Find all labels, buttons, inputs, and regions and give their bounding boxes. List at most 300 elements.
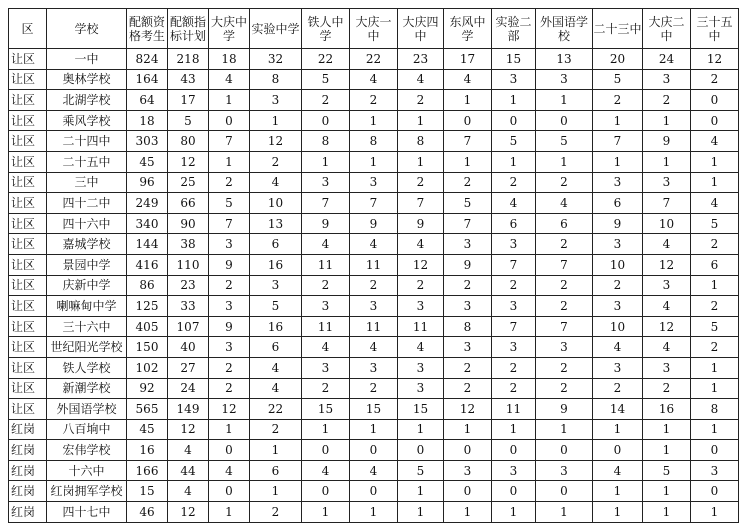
cell-value: 0 xyxy=(536,481,593,502)
cell-value: 16 xyxy=(250,316,302,337)
cell-value: 3 xyxy=(444,296,492,317)
cell-district: 让区 xyxy=(9,254,47,275)
cell-value: 3 xyxy=(302,357,350,378)
cell-school: 嘉城学校 xyxy=(47,234,127,255)
cell-value: 1 xyxy=(593,151,643,172)
cell-value: 7 xyxy=(444,213,492,234)
cell-value: 1 xyxy=(250,440,302,461)
cell-value: 2 xyxy=(398,275,444,296)
table-row xyxy=(9,49,739,70)
cell-value: 1 xyxy=(209,151,250,172)
cell-value: 1 xyxy=(444,419,492,440)
table-row xyxy=(9,357,739,378)
cell-district: 让区 xyxy=(9,316,47,337)
cell-value: 0 xyxy=(350,440,398,461)
cell-value: 3 xyxy=(209,337,250,358)
cell-value: 2 xyxy=(536,234,593,255)
cell-value: 6 xyxy=(536,213,593,234)
cell-value: 2 xyxy=(643,378,691,399)
cell-value: 4 xyxy=(398,234,444,255)
cell-value: 1 xyxy=(492,419,536,440)
table-row xyxy=(9,502,739,523)
cell-district: 让区 xyxy=(9,172,47,193)
cell-value: 1 xyxy=(643,151,691,172)
cell-value: 4 xyxy=(302,460,350,481)
cell-value: 11 xyxy=(302,316,350,337)
cell-value: 4 xyxy=(350,234,398,255)
cell-value: 1 xyxy=(536,90,593,111)
cell-quota: 218 xyxy=(168,49,209,70)
cell-school: 三十六中 xyxy=(47,316,127,337)
cell-value: 16 xyxy=(643,399,691,420)
cell-value: 4 xyxy=(350,69,398,90)
cell-value: 20 xyxy=(593,49,643,70)
cell-value: 0 xyxy=(593,440,643,461)
cell-value: 10 xyxy=(593,254,643,275)
cell-district: 让区 xyxy=(9,296,47,317)
cell-value: 14 xyxy=(593,399,643,420)
cell-value: 9 xyxy=(350,213,398,234)
cell-qualified: 46 xyxy=(127,502,168,523)
table-row xyxy=(9,213,739,234)
cell-value: 2 xyxy=(250,419,302,440)
cell-qualified: 45 xyxy=(127,419,168,440)
cell-school: 喇嘛甸中学 xyxy=(47,296,127,317)
cell-value: 9 xyxy=(209,316,250,337)
cell-quota: 12 xyxy=(168,502,209,523)
cell-qualified: 144 xyxy=(127,234,168,255)
header-daqing-no1: 大庆一中 xyxy=(350,9,398,49)
cell-school: 一中 xyxy=(47,49,127,70)
cell-value: 0 xyxy=(444,110,492,131)
header-no35-middle: 三十五中 xyxy=(691,9,739,49)
cell-value: 2 xyxy=(492,357,536,378)
header-row xyxy=(9,9,739,49)
cell-value: 1 xyxy=(643,440,691,461)
cell-value: 6 xyxy=(250,460,302,481)
cell-quota: 17 xyxy=(168,90,209,111)
cell-value: 1 xyxy=(691,172,739,193)
cell-value: 3 xyxy=(302,172,350,193)
cell-district: 红岗 xyxy=(9,460,47,481)
cell-value: 2 xyxy=(444,357,492,378)
cell-value: 3 xyxy=(643,357,691,378)
cell-value: 3 xyxy=(691,460,739,481)
cell-school: 庆新中学 xyxy=(47,275,127,296)
cell-value: 0 xyxy=(444,481,492,502)
cell-value: 12 xyxy=(209,399,250,420)
cell-qualified: 340 xyxy=(127,213,168,234)
cell-value: 2 xyxy=(492,275,536,296)
cell-value: 2 xyxy=(444,275,492,296)
cell-value: 1 xyxy=(691,357,739,378)
cell-value: 6 xyxy=(691,254,739,275)
header-tieren-middle: 铁人中学 xyxy=(302,9,350,49)
cell-value: 3 xyxy=(593,172,643,193)
cell-value: 1 xyxy=(350,151,398,172)
header-school: 学校 xyxy=(47,9,127,49)
cell-value: 17 xyxy=(444,49,492,70)
cell-value: 11 xyxy=(350,254,398,275)
cell-value: 3 xyxy=(350,296,398,317)
table-row xyxy=(9,296,739,317)
cell-value: 0 xyxy=(691,440,739,461)
cell-value: 1 xyxy=(593,110,643,131)
cell-value: 4 xyxy=(350,460,398,481)
cell-qualified: 86 xyxy=(127,275,168,296)
cell-value: 11 xyxy=(302,254,350,275)
table-row xyxy=(9,460,739,481)
cell-value: 8 xyxy=(398,131,444,152)
cell-quota: 90 xyxy=(168,213,209,234)
cell-qualified: 416 xyxy=(127,254,168,275)
cell-district: 让区 xyxy=(9,69,47,90)
cell-school: 北湖学校 xyxy=(47,90,127,111)
cell-value: 0 xyxy=(492,110,536,131)
cell-value: 5 xyxy=(302,69,350,90)
cell-value: 12 xyxy=(643,316,691,337)
table-row xyxy=(9,110,739,131)
cell-school: 三中 xyxy=(47,172,127,193)
cell-value: 9 xyxy=(209,254,250,275)
cell-school: 外国语学校 xyxy=(47,399,127,420)
cell-value: 4 xyxy=(691,193,739,214)
cell-value: 2 xyxy=(350,275,398,296)
header-daqing-no4: 大庆四中 xyxy=(398,9,444,49)
cell-quota: 149 xyxy=(168,399,209,420)
table-row xyxy=(9,275,739,296)
cell-value: 1 xyxy=(593,419,643,440)
cell-value: 4 xyxy=(250,357,302,378)
cell-value: 13 xyxy=(536,49,593,70)
cell-school: 十六中 xyxy=(47,460,127,481)
cell-value: 1 xyxy=(350,419,398,440)
cell-value: 5 xyxy=(250,296,302,317)
cell-qualified: 92 xyxy=(127,378,168,399)
cell-value: 10 xyxy=(250,193,302,214)
header-daqing-middle: 大庆中学 xyxy=(209,9,250,49)
cell-value: 1 xyxy=(444,502,492,523)
cell-value: 0 xyxy=(444,440,492,461)
cell-value: 7 xyxy=(492,254,536,275)
cell-value: 1 xyxy=(398,419,444,440)
quota-table-container xyxy=(8,8,739,523)
cell-school: 乘风学校 xyxy=(47,110,127,131)
cell-qualified: 164 xyxy=(127,69,168,90)
cell-quota: 44 xyxy=(168,460,209,481)
cell-value: 11 xyxy=(350,316,398,337)
cell-value: 3 xyxy=(593,234,643,255)
cell-quota: 12 xyxy=(168,419,209,440)
cell-value: 2 xyxy=(398,172,444,193)
cell-value: 2 xyxy=(250,502,302,523)
cell-quota: 43 xyxy=(168,69,209,90)
cell-value: 4 xyxy=(250,172,302,193)
cell-value: 1 xyxy=(536,502,593,523)
cell-value: 0 xyxy=(536,110,593,131)
cell-value: 3 xyxy=(250,90,302,111)
cell-value: 0 xyxy=(209,440,250,461)
cell-district: 让区 xyxy=(9,399,47,420)
cell-value: 1 xyxy=(302,502,350,523)
cell-value: 3 xyxy=(536,337,593,358)
cell-value: 2 xyxy=(302,275,350,296)
cell-value: 2 xyxy=(444,172,492,193)
cell-value: 32 xyxy=(250,49,302,70)
cell-value: 5 xyxy=(643,460,691,481)
cell-value: 7 xyxy=(593,131,643,152)
table-row xyxy=(9,131,739,152)
cell-value: 23 xyxy=(398,49,444,70)
cell-school: 景园中学 xyxy=(47,254,127,275)
cell-school: 新潮学校 xyxy=(47,378,127,399)
cell-value: 4 xyxy=(643,296,691,317)
cell-value: 5 xyxy=(444,193,492,214)
cell-value: 3 xyxy=(643,172,691,193)
cell-value: 5 xyxy=(691,316,739,337)
cell-quota: 4 xyxy=(168,440,209,461)
cell-value: 0 xyxy=(209,110,250,131)
cell-value: 2 xyxy=(536,378,593,399)
cell-value: 3 xyxy=(209,234,250,255)
table-row xyxy=(9,440,739,461)
cell-district: 让区 xyxy=(9,90,47,111)
cell-quota: 38 xyxy=(168,234,209,255)
cell-value: 3 xyxy=(398,296,444,317)
cell-value: 3 xyxy=(302,296,350,317)
cell-quota: 27 xyxy=(168,357,209,378)
cell-qualified: 64 xyxy=(127,90,168,111)
cell-value: 3 xyxy=(209,296,250,317)
cell-value: 8 xyxy=(302,131,350,152)
header-foreign-language: 外国语学校 xyxy=(536,9,593,49)
cell-value: 24 xyxy=(643,49,691,70)
cell-value: 1 xyxy=(350,502,398,523)
header-daqing-no2: 大庆二中 xyxy=(643,9,691,49)
cell-qualified: 15 xyxy=(127,481,168,502)
cell-qualified: 16 xyxy=(127,440,168,461)
cell-value: 3 xyxy=(492,460,536,481)
cell-district: 红岗 xyxy=(9,440,47,461)
cell-school: 四十二中 xyxy=(47,193,127,214)
cell-value: 9 xyxy=(593,213,643,234)
cell-value: 7 xyxy=(536,254,593,275)
cell-value: 3 xyxy=(643,69,691,90)
table-body xyxy=(9,49,739,523)
cell-school: 八百垧中 xyxy=(47,419,127,440)
cell-value: 9 xyxy=(643,131,691,152)
cell-school: 奥林学校 xyxy=(47,69,127,90)
cell-district: 让区 xyxy=(9,49,47,70)
cell-value: 12 xyxy=(691,49,739,70)
cell-value: 0 xyxy=(209,481,250,502)
cell-value: 2 xyxy=(350,90,398,111)
cell-value: 2 xyxy=(536,172,593,193)
cell-value: 9 xyxy=(536,399,593,420)
cell-value: 6 xyxy=(250,337,302,358)
cell-value: 1 xyxy=(536,419,593,440)
cell-value: 5 xyxy=(536,131,593,152)
cell-value: 2 xyxy=(209,357,250,378)
table-row xyxy=(9,254,739,275)
cell-value: 8 xyxy=(350,131,398,152)
cell-value: 0 xyxy=(302,440,350,461)
cell-district: 让区 xyxy=(9,337,47,358)
cell-value: 6 xyxy=(593,193,643,214)
cell-value: 1 xyxy=(444,151,492,172)
cell-value: 0 xyxy=(492,440,536,461)
cell-value: 22 xyxy=(302,49,350,70)
cell-value: 1 xyxy=(398,481,444,502)
cell-quota: 107 xyxy=(168,316,209,337)
cell-value: 4 xyxy=(398,69,444,90)
cell-value: 15 xyxy=(398,399,444,420)
cell-quota: 4 xyxy=(168,481,209,502)
table-row xyxy=(9,399,739,420)
cell-value: 3 xyxy=(536,460,593,481)
cell-district: 让区 xyxy=(9,275,47,296)
cell-value: 15 xyxy=(350,399,398,420)
cell-value: 1 xyxy=(593,502,643,523)
cell-value: 3 xyxy=(398,378,444,399)
cell-value: 1 xyxy=(643,502,691,523)
cell-value: 4 xyxy=(643,234,691,255)
cell-value: 2 xyxy=(302,378,350,399)
cell-value: 2 xyxy=(536,275,593,296)
cell-value: 6 xyxy=(250,234,302,255)
cell-value: 4 xyxy=(250,378,302,399)
cell-quota: 66 xyxy=(168,193,209,214)
cell-value: 2 xyxy=(492,172,536,193)
cell-quota: 12 xyxy=(168,151,209,172)
cell-quota: 33 xyxy=(168,296,209,317)
cell-value: 0 xyxy=(492,481,536,502)
cell-value: 8 xyxy=(691,399,739,420)
cell-value: 2 xyxy=(691,296,739,317)
cell-value: 0 xyxy=(691,481,739,502)
header-qualified-students: 配额资格考生 xyxy=(127,9,168,49)
cell-qualified: 249 xyxy=(127,193,168,214)
cell-value: 1 xyxy=(691,151,739,172)
cell-qualified: 18 xyxy=(127,110,168,131)
cell-value: 2 xyxy=(536,357,593,378)
cell-school: 二十四中 xyxy=(47,131,127,152)
cell-district: 让区 xyxy=(9,378,47,399)
cell-value: 0 xyxy=(691,90,739,111)
cell-value: 3 xyxy=(444,460,492,481)
cell-value: 1 xyxy=(536,151,593,172)
cell-value: 4 xyxy=(398,337,444,358)
cell-value: 3 xyxy=(444,337,492,358)
header-district: 区 xyxy=(9,9,47,49)
cell-value: 2 xyxy=(398,90,444,111)
cell-value: 1 xyxy=(209,90,250,111)
cell-value: 10 xyxy=(593,316,643,337)
cell-value: 3 xyxy=(492,69,536,90)
cell-value: 2 xyxy=(209,378,250,399)
cell-qualified: 102 xyxy=(127,357,168,378)
cell-value: 0 xyxy=(302,481,350,502)
cell-value: 4 xyxy=(691,131,739,152)
cell-value: 1 xyxy=(691,419,739,440)
cell-school: 二十五中 xyxy=(47,151,127,172)
cell-value: 1 xyxy=(643,110,691,131)
cell-value: 4 xyxy=(209,460,250,481)
cell-value: 0 xyxy=(398,440,444,461)
cell-quota: 40 xyxy=(168,337,209,358)
cell-district: 让区 xyxy=(9,234,47,255)
cell-value: 2 xyxy=(691,69,739,90)
cell-qualified: 96 xyxy=(127,172,168,193)
cell-qualified: 125 xyxy=(127,296,168,317)
cell-school: 铁人学校 xyxy=(47,357,127,378)
cell-value: 22 xyxy=(350,49,398,70)
cell-value: 1 xyxy=(492,151,536,172)
cell-qualified: 166 xyxy=(127,460,168,481)
cell-value: 3 xyxy=(536,69,593,90)
cell-value: 11 xyxy=(398,316,444,337)
cell-value: 5 xyxy=(593,69,643,90)
cell-value: 1 xyxy=(691,275,739,296)
cell-value: 2 xyxy=(593,275,643,296)
cell-value: 8 xyxy=(250,69,302,90)
table-row xyxy=(9,337,739,358)
table-row xyxy=(9,481,739,502)
quota-table xyxy=(8,8,739,523)
table-row xyxy=(9,172,739,193)
cell-value: 5 xyxy=(398,460,444,481)
cell-value: 4 xyxy=(593,337,643,358)
cell-value: 1 xyxy=(209,419,250,440)
cell-value: 1 xyxy=(492,502,536,523)
cell-qualified: 150 xyxy=(127,337,168,358)
cell-value: 7 xyxy=(643,193,691,214)
table-row xyxy=(9,69,739,90)
cell-value: 1 xyxy=(302,151,350,172)
cell-value: 18 xyxy=(209,49,250,70)
cell-value: 4 xyxy=(536,193,593,214)
cell-value: 10 xyxy=(643,213,691,234)
cell-value: 12 xyxy=(398,254,444,275)
cell-qualified: 565 xyxy=(127,399,168,420)
cell-value: 16 xyxy=(250,254,302,275)
cell-district: 让区 xyxy=(9,151,47,172)
cell-value: 2 xyxy=(593,378,643,399)
cell-value: 4 xyxy=(302,234,350,255)
cell-value: 2 xyxy=(209,172,250,193)
header-quota-plan: 配额指标计划 xyxy=(168,9,209,49)
cell-value: 4 xyxy=(350,337,398,358)
header-dongfeng-middle: 东风中学 xyxy=(444,9,492,49)
cell-value: 2 xyxy=(643,90,691,111)
cell-value: 4 xyxy=(492,193,536,214)
table-row xyxy=(9,193,739,214)
cell-value: 3 xyxy=(250,275,302,296)
cell-value: 7 xyxy=(209,131,250,152)
cell-quota: 80 xyxy=(168,131,209,152)
cell-value: 4 xyxy=(643,337,691,358)
cell-value: 1 xyxy=(250,481,302,502)
cell-value: 1 xyxy=(691,378,739,399)
cell-value: 15 xyxy=(492,49,536,70)
cell-value: 3 xyxy=(492,296,536,317)
cell-value: 7 xyxy=(302,193,350,214)
cell-school: 四十七中 xyxy=(47,502,127,523)
table-row xyxy=(9,378,739,399)
cell-value: 9 xyxy=(302,213,350,234)
cell-value: 3 xyxy=(492,337,536,358)
cell-value: 9 xyxy=(398,213,444,234)
